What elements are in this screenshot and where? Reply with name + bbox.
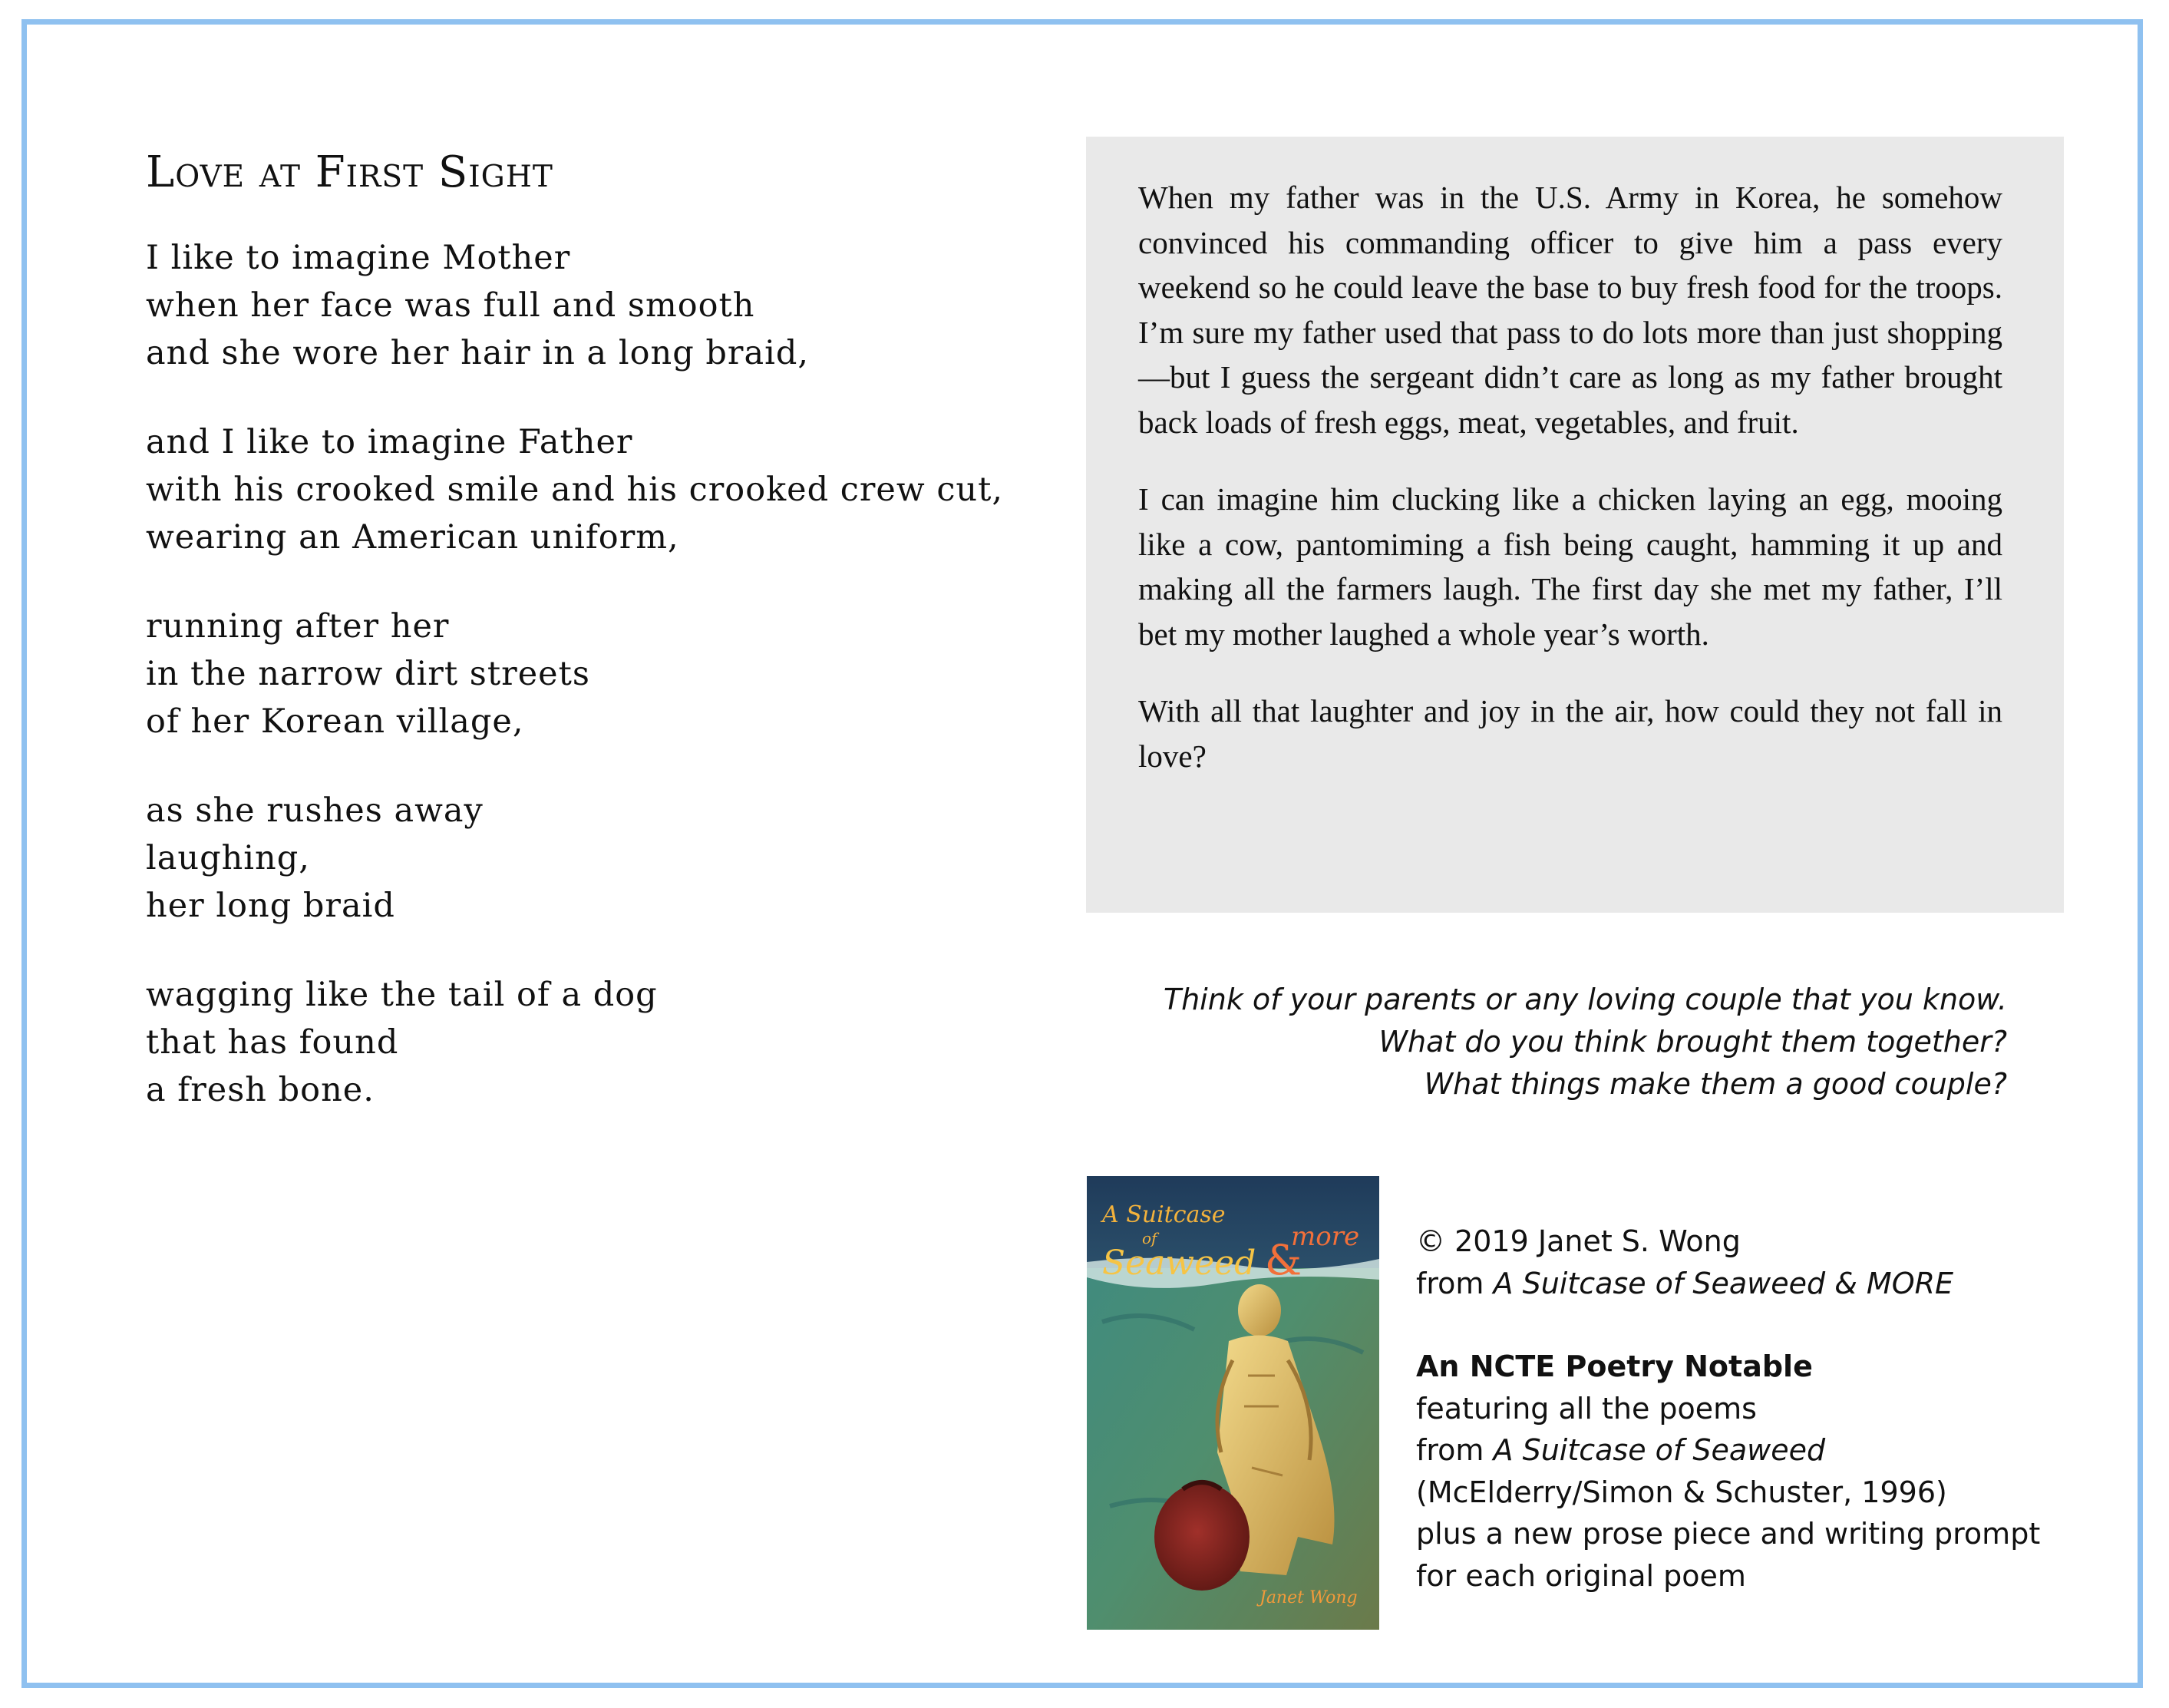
poem-line: when her face was full and smooth [146, 286, 755, 325]
stanza [146, 787, 1028, 930]
prose-paragraph: When my father was in the U.S. Army in Korea, he somehow convinced his commanding officer to give him a pass every weekend so he could leave the base to buy fresh food for the troops. I’m sure my father used that pass to do lots more than just shopping—but I guess the sergeant didn’t care as long as my father brought back loads of fresh eggs, meat, vegetables, and fruit. [1138, 180, 2002, 440]
source-book-title: A Suitcase of Seaweed & MORE [1493, 1266, 1954, 1300]
publisher-line: (McElderry/Simon & Schuster, 1996) [1416, 1475, 1947, 1509]
poem-line: wearing an American uniform, [146, 518, 679, 557]
stanza [146, 418, 1028, 561]
cover-title-line1: A Suitcase [1102, 1201, 1226, 1228]
poem-line: and I like to imagine Father [146, 423, 633, 461]
poem-line: that has found [146, 1023, 399, 1062]
poem-title: Love at First Sight [146, 147, 553, 197]
prompt-line: What do you think brought them together? [1378, 1025, 2007, 1059]
featuring-line: featuring all the poems [1416, 1391, 1757, 1426]
poem-line: and she wore her hair in a long braid, [146, 334, 810, 372]
book-cover-image [1087, 1176, 1379, 1630]
poem-line: as she rushes away [146, 791, 484, 830]
cover-ampersand: & [1265, 1236, 1302, 1284]
stanza [146, 603, 1028, 745]
prose-box [1086, 137, 2064, 913]
stanza [146, 234, 1028, 377]
prompt-line: Think of your parents or any loving couple that you know. [1163, 983, 2007, 1016]
stanza [146, 971, 1028, 1114]
poem-line: I like to imagine Mother [146, 239, 571, 277]
source-line [1416, 1263, 2040, 1305]
spacer [1416, 1304, 2040, 1346]
book-cover-illustration [1087, 1176, 1379, 1630]
cover-title-line2: of [1142, 1229, 1157, 1247]
notable-heading: An NCTE Poetry Notable [1416, 1350, 1813, 1383]
credit-block [1416, 1221, 2040, 1597]
poem-line: running after her [146, 607, 450, 646]
poem-line: a fresh bone. [146, 1071, 375, 1109]
poem-line: with his crooked smile and his crooked crew cut, [146, 471, 1004, 509]
poem-line: of her Korean village, [146, 702, 524, 741]
prompt-line: What things make them a good couple? [1424, 1067, 2007, 1101]
cover-author: Janet Wong [1259, 1588, 1358, 1607]
prose-paragraph: I can imagine him clucking like a chicken laying an egg, mooing like a cow, pantomiming a fish being caught, hamming it up and making all the farmers laugh. The first day she met my father, I’ll bet my mother laughed a whole year’s worth. [1138, 481, 2002, 652]
copyright-line: © 2019 Janet S. Wong [1416, 1224, 1741, 1258]
each-line: for each original poem [1416, 1558, 1746, 1593]
poem-line: laughing, [146, 839, 310, 877]
poem-line: wagging like the tail of a dog [146, 976, 658, 1014]
poem-line: in the narrow dirt streets [146, 655, 590, 693]
poem-line: her long braid [146, 887, 395, 925]
plus-line: plus a new prose piece and writing prompt [1416, 1517, 2041, 1551]
source-prefix: from [1416, 1266, 1494, 1300]
poem-body [146, 234, 1028, 1155]
writing-prompt [1164, 979, 2007, 1105]
prose-paragraph: With all that laughter and joy in the air, how could they not fall in love? [1138, 693, 2002, 774]
original-book-title: A Suitcase of Seaweed [1493, 1433, 1826, 1467]
original-source-prefix: from [1416, 1433, 1494, 1467]
original-source-line [1416, 1429, 2040, 1472]
cover-more: more [1291, 1221, 1360, 1252]
cover-title-line3: Seaweed [1102, 1244, 1256, 1283]
